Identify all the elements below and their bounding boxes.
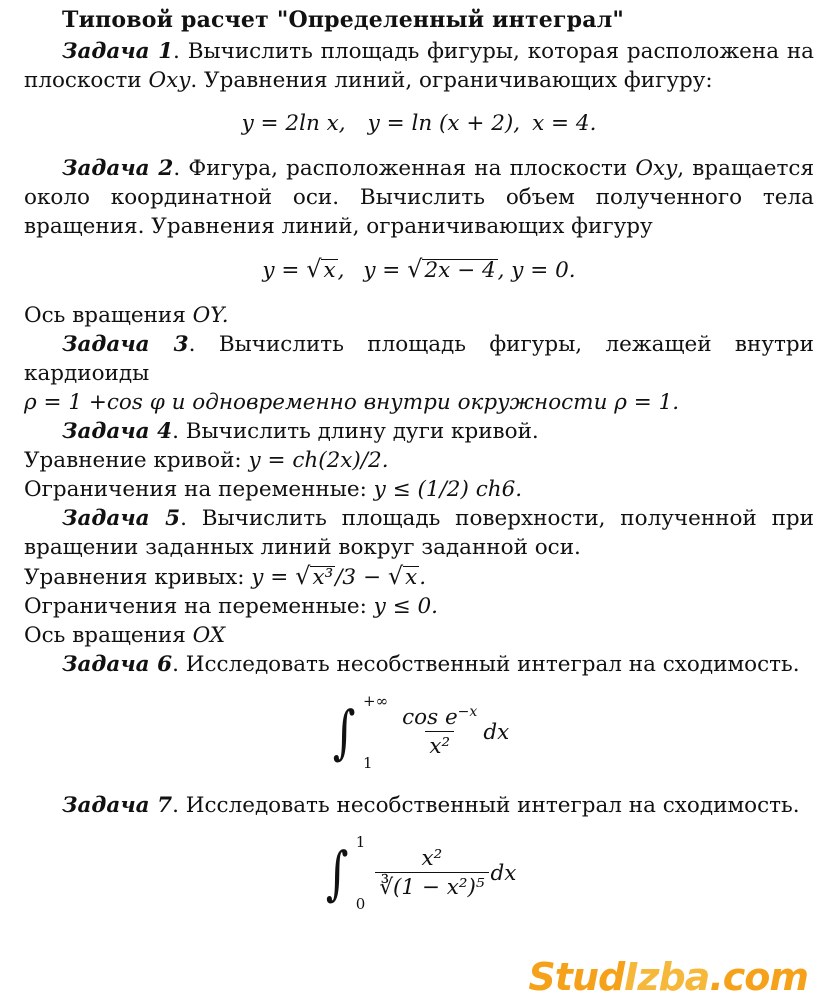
task-4-label: Задача 4	[62, 419, 173, 444]
task-3-text: Задача 3. Вычислить площадь фигуры, лежащей внутри кардиоиды	[24, 332, 814, 386]
task-2-text: Задача 2. Фигура, расположенная на плоскости Oxy, вращается около координатной оси. Вычислить объем полученного тела вращения. Уравнения линий, ограничивающих фигуру	[24, 156, 815, 239]
task-1-text: Задача 1. Вычислить площадь фигуры, которая расположена на плоскости Oxy. Уравнения линий, ограничивающих фигуру:	[24, 39, 814, 93]
task-6-integral: ∫ +∞ 1 $\frac{\cos e^{-x}}{\text{x²}}$ dx	[332, 692, 510, 772]
task-7-text: Задача 7. Исследовать несобственный интеграл на сходимость.	[62, 793, 800, 818]
task-3-condition: ρ = 1 +cos φ и одновременно внутри окружности ρ = 1.	[24, 390, 680, 415]
task-5-axis: Ось вращения OX	[24, 623, 226, 648]
page-title: Типовой расчет "Определенный интеграл"	[62, 7, 625, 33]
task-7-integral: ∫ 1 0 $\frac{\text{x²}}{\text{∛(1 − x²)⁵}}$ dx	[325, 833, 517, 913]
integral-sign: ∫	[332, 698, 356, 766]
task-2-equations: y = √x, y = √2x − 4, y = 0.	[262, 255, 576, 283]
task-6-label: Задача 6	[62, 652, 173, 677]
task-6-text: Задача 6. Исследовать несобственный интеграл на сходимость.	[62, 652, 800, 677]
task-7-label: Задача 7	[62, 793, 173, 818]
integrand-fraction: $\frac{\text{x²}}{\text{∛(1 − x²)⁵}}$	[375, 846, 488, 901]
task-1-equations: y = 2ln x, y = ln (x + 2), x = 4.	[241, 111, 597, 136]
task-5-limits: Ограничения на переменные: y ≤ 0.	[24, 594, 439, 619]
integral-limits: 1 0	[355, 833, 366, 913]
task-5-curves: Уравнения кривых: y = √x³/3 − √x.	[24, 562, 427, 590]
task-1-label: Задача 1	[62, 39, 174, 64]
task-4-text: Задача 4. Вычислить длину дуги кривой.	[62, 419, 539, 444]
task-4-limits: Ограничения на переменные: y ≤ (1/2) ch6.	[24, 477, 523, 502]
task-3-label: Задача 3	[62, 332, 189, 357]
task-2-label: Задача 2	[62, 156, 174, 181]
integrand-fraction: $\frac{\cos e^{-x}}{\text{x²}}$	[402, 703, 478, 759]
studizba-logo: StudIzba.com	[528, 955, 808, 999]
task-5-text: Задача 5. Вычислить площадь поверхности, полученной при вращении заданных линий вокруг заданной оси.	[24, 506, 815, 560]
integral-sign: ∫	[325, 839, 349, 907]
task-2-axis: Ось вращения OY.	[24, 303, 229, 328]
task-4-curve: Уравнение кривой: y = ch(2x)/2.	[24, 448, 389, 473]
document-page	[24, 6, 814, 932]
task-5-label: Задача 5	[62, 506, 181, 531]
integral-limits: +∞ 1	[363, 692, 389, 772]
